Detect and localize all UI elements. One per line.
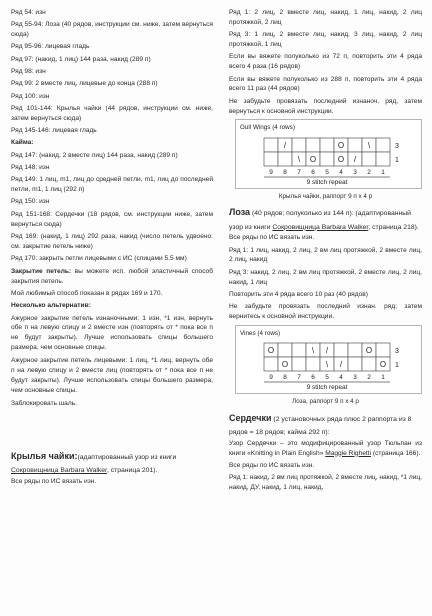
gull-symbol: O bbox=[337, 154, 345, 164]
vine-col-number: 2 bbox=[367, 374, 371, 382]
righetti-link[interactable]: Maggie Righetti bbox=[325, 449, 372, 457]
vine-cell bbox=[278, 343, 292, 357]
vine-symbol: / bbox=[339, 360, 343, 370]
vine-chart-title: Vines (4 rows) bbox=[240, 329, 281, 337]
vine-repeat: Повторить эти 4 ряда всего 10 раз (40 рядов) bbox=[229, 290, 368, 298]
vine-cell bbox=[348, 357, 362, 371]
vine-row-3: Ряд 3: накид, 2 лиц, 2 вм лиц протяжкой, 2 вместе лиц, 2 лиц, накид, 1 лиц bbox=[229, 268, 422, 286]
gull-col-number: 6 bbox=[311, 168, 315, 176]
gull-cell bbox=[320, 138, 334, 152]
vine-symbol: \ bbox=[325, 360, 329, 370]
hearts-all-ws: Все ряды по ИС вязать изн. bbox=[229, 461, 315, 469]
vine-symbol: O bbox=[267, 346, 275, 356]
vine-col-number: 5 bbox=[325, 374, 329, 382]
pattern-row-5: Ряд 99: 2 вместе лиц, лицевые до конца (288 п) bbox=[11, 80, 158, 88]
gull-col-number: 3 bbox=[353, 168, 357, 176]
vine-col-number: 1 bbox=[381, 374, 385, 382]
gull-cell bbox=[376, 138, 390, 152]
gull-cell bbox=[292, 138, 306, 152]
vine-row-number: 1 bbox=[395, 362, 399, 370]
gull-symbol: O bbox=[337, 140, 345, 150]
vine-cell bbox=[362, 357, 376, 371]
vine-cell bbox=[292, 357, 306, 371]
gull-cell bbox=[264, 138, 278, 152]
vine-book-link[interactable]: Сокровищница Barbara Walker bbox=[272, 223, 369, 231]
gull-cell bbox=[376, 152, 390, 166]
gull-symbol: / bbox=[353, 154, 357, 164]
gull-row-1: Ряд 3: 1 лиц, 2 вместе лиц, накид, 3 лиц, накид, 2 лиц протяжкой, 1 лиц bbox=[229, 31, 422, 49]
vine-col-number: 6 bbox=[311, 374, 315, 382]
kaima-row-1: Ряд 148: изн bbox=[11, 163, 50, 171]
pattern-row-4: Ряд 98: изн bbox=[11, 68, 46, 76]
vine-cell bbox=[292, 343, 306, 357]
vine-col-number: 9 bbox=[269, 374, 273, 382]
gull-row-0: Ряд 1: 2 лиц, 2 вместе лиц, накид, 1 лиц, накид, 2 лиц протяжкой, 2 лиц bbox=[229, 9, 422, 26]
left-column bbox=[11, 8, 213, 489]
gull-chart-grid bbox=[240, 135, 420, 186]
gull-cell bbox=[362, 152, 376, 166]
alternatives-heading: Несколько альтернатив: bbox=[11, 302, 91, 310]
vine-reminder: Не забудьте провязать последний изнан. ряд; затем вернитесь к основной инструкции. bbox=[229, 303, 422, 321]
vines-chart bbox=[235, 325, 422, 394]
gull-cell bbox=[278, 152, 292, 166]
gull-col-number: 8 bbox=[283, 168, 287, 176]
gull-symbol: O bbox=[309, 154, 317, 164]
gull-row-4: Не забудьте провязать последний изнаноч. ряд, затем вернуться к основной инструкции. bbox=[229, 97, 422, 115]
gull-chart-title: Gull Wings (4 rows) bbox=[240, 124, 295, 132]
pattern-row-8: Ряд 145-146: лицевая гладь bbox=[11, 127, 97, 135]
closing-line2: Мой любимый способ показан в рядах 169 и 170. bbox=[11, 290, 163, 298]
vine-symbol: / bbox=[325, 346, 329, 356]
vine-symbol: \ bbox=[311, 346, 315, 356]
gull-row-2: Если вы вяжете полуколько из 72 п, повторить эти 4 ряда всего 4 раза (16 рядов) bbox=[229, 53, 422, 71]
gull-col-number: 2 bbox=[367, 168, 371, 176]
gull-row-3: Если вы вяжете полуколько из 288 п, повторить эти 4 ряда всего 11 раз (44 рядов) bbox=[229, 75, 422, 93]
gull-book-link[interactable]: Сокровищница Barbara Walker bbox=[11, 467, 107, 475]
pattern-row-1: Ряд 55-94: Лоза (40 рядов, инструкции см. ниже, затем вернуться сюда) bbox=[11, 21, 213, 39]
kaima-row-0: Ряд 147: (накид, 2 вместе лиц) 144 раза, накид (289 п) bbox=[11, 151, 178, 159]
kaima-row-3: Ряд 150: изн bbox=[11, 198, 50, 206]
vine-symbol: O bbox=[365, 346, 373, 356]
kaima-row-2: Ряд 149: 1 лиц, m1, лиц до средней петли, m1, лиц до последней петли, m1, 1 лиц (292 п) bbox=[11, 176, 213, 194]
gull-row-number: 1 bbox=[395, 156, 399, 164]
gull-cell bbox=[306, 138, 320, 152]
gull-row-number: 3 bbox=[395, 142, 399, 150]
alternative-purl: Ажурное закрытие петель изнаночными: 1 изн, *1 изн, вернуть обе п на левую спицу и 2 вместе изн (повторять от * пока все п не будут закрыты). Лучше использовать спицы большего размера, чем основные спицы. bbox=[11, 314, 213, 352]
vine-row-1: Ряд 1: 1 лиц, накид, 2 лиц, 2 вм лиц протяжкой, 2 вместе лиц, 2 лиц, накид bbox=[229, 246, 422, 264]
vine-row-number: 3 bbox=[395, 348, 399, 356]
hearts-origin: Узор Сердечки – это модифицированный узор Тюльпан из книги «Knitting in Plain English» Maggie Righetti (страница 166). bbox=[229, 439, 422, 457]
alternative-knit: Ажурное закрытие петель лицевыми: 1 лиц, *1 лиц, вернуть обе п на левую спицу и 2 вместе лиц (повторять от * пока все п не будут закрыты). Лучше использовать спицы большего размера, чем основные спицы. bbox=[11, 357, 213, 394]
kaima-heading: Кайма: bbox=[11, 139, 34, 147]
vine-cell bbox=[306, 357, 320, 371]
gull-col-number: 7 bbox=[297, 168, 301, 176]
vine-repeat-label: 9 stitch repeat bbox=[306, 384, 348, 392]
vine-col-number: 3 bbox=[353, 374, 357, 382]
gull-symbol: \ bbox=[367, 140, 371, 150]
gull-col-number: 5 bbox=[325, 168, 329, 176]
right-column bbox=[229, 8, 422, 495]
vine-cell bbox=[348, 343, 362, 357]
gull-cell bbox=[320, 152, 334, 166]
pattern-row-2: Ряд 95-96: лицевая гладь bbox=[11, 43, 90, 51]
vine-symbol: O bbox=[379, 360, 387, 370]
gull-wings-chart bbox=[235, 119, 422, 188]
vine-chart-caption: Лоза, раппорт 9 п х 4 р bbox=[292, 398, 359, 406]
gull-symbol: / bbox=[283, 140, 287, 150]
hearts-section-title: Сердечки (2 установочных ряда плюс 2 раппорта из 8 рядов = 18 рядов; кайма 292 п): bbox=[229, 412, 412, 437]
kaima-row-5: Ряд 169: (накид, 1 лиц) 292 раза, накид (число петель удвоено: см. закрытие петель ниже) bbox=[11, 232, 213, 250]
gull-symbol: \ bbox=[297, 154, 301, 164]
gull-cell bbox=[264, 152, 278, 166]
vine-cell bbox=[376, 343, 390, 357]
vine-cell bbox=[334, 343, 348, 357]
pattern-row-0: Ряд 54: изн bbox=[11, 9, 46, 16]
pattern-row-3: Ряд 97: (накид, 1 лиц) 144 раза, накид (289 п) bbox=[11, 55, 151, 63]
vine-all-ws: Все ряды по ИС вязать изн. bbox=[229, 234, 315, 242]
kaima-row-6: Ряд 170: закрыть петли лицевыми с ИС (спицами 5.5 мм) bbox=[11, 254, 187, 262]
vine-section-title: Лоза (40 рядов; полуколько из 144 п): (адаптированный узор из книги Сокровищница Barbara Walker, страница 218). bbox=[229, 207, 419, 231]
vine-symbol: O bbox=[281, 360, 289, 370]
gull-col-number: 1 bbox=[381, 168, 385, 176]
gull-chart-caption: Крылья чайки, раппорт 9 п х 4 р bbox=[278, 192, 373, 200]
gull-all-ws: Все ряды по ИС вязать изн. bbox=[11, 477, 97, 485]
hearts-row-1: Ряд 1: накид, 2 вм лиц протяжкой, 2 вместе лиц, накид, *1 лиц, накид, ДУ, накид, 1 лиц, накид, bbox=[229, 474, 422, 492]
gull-col-number: 4 bbox=[339, 168, 343, 176]
gull-repeat-label: 9 stitch repeat bbox=[306, 178, 348, 186]
vine-col-number: 7 bbox=[297, 374, 301, 382]
pattern-row-6: Ряд 100: изн bbox=[11, 92, 50, 100]
pattern-row-7: Ряд 101-144: Крылья чайки (44 рядов, инструкции см. ниже, затем вернуться сюда) bbox=[11, 104, 213, 122]
vine-col-number: 4 bbox=[339, 374, 343, 382]
closing-paragraph: Закрытие петель: вы можете исп. любой эластичный способ закрытия петель. bbox=[11, 267, 214, 285]
gull-section-title: Крылья чайки:(адаптированный узор из книги Сокровищница Barbara Walker, страница 201). bbox=[11, 450, 177, 475]
vine-col-number: 8 bbox=[283, 374, 287, 382]
kaima-row-4: Ряд 151-168: Сердечки (18 рядов, см. инструкции ниже, затем вернуться сюда) bbox=[11, 210, 213, 228]
gull-col-number: 9 bbox=[269, 168, 273, 176]
gull-cell bbox=[348, 138, 362, 152]
vine-chart-grid bbox=[240, 340, 420, 392]
vine-cell bbox=[264, 357, 278, 371]
block-shawl: Заблокировать шаль. bbox=[11, 399, 77, 407]
